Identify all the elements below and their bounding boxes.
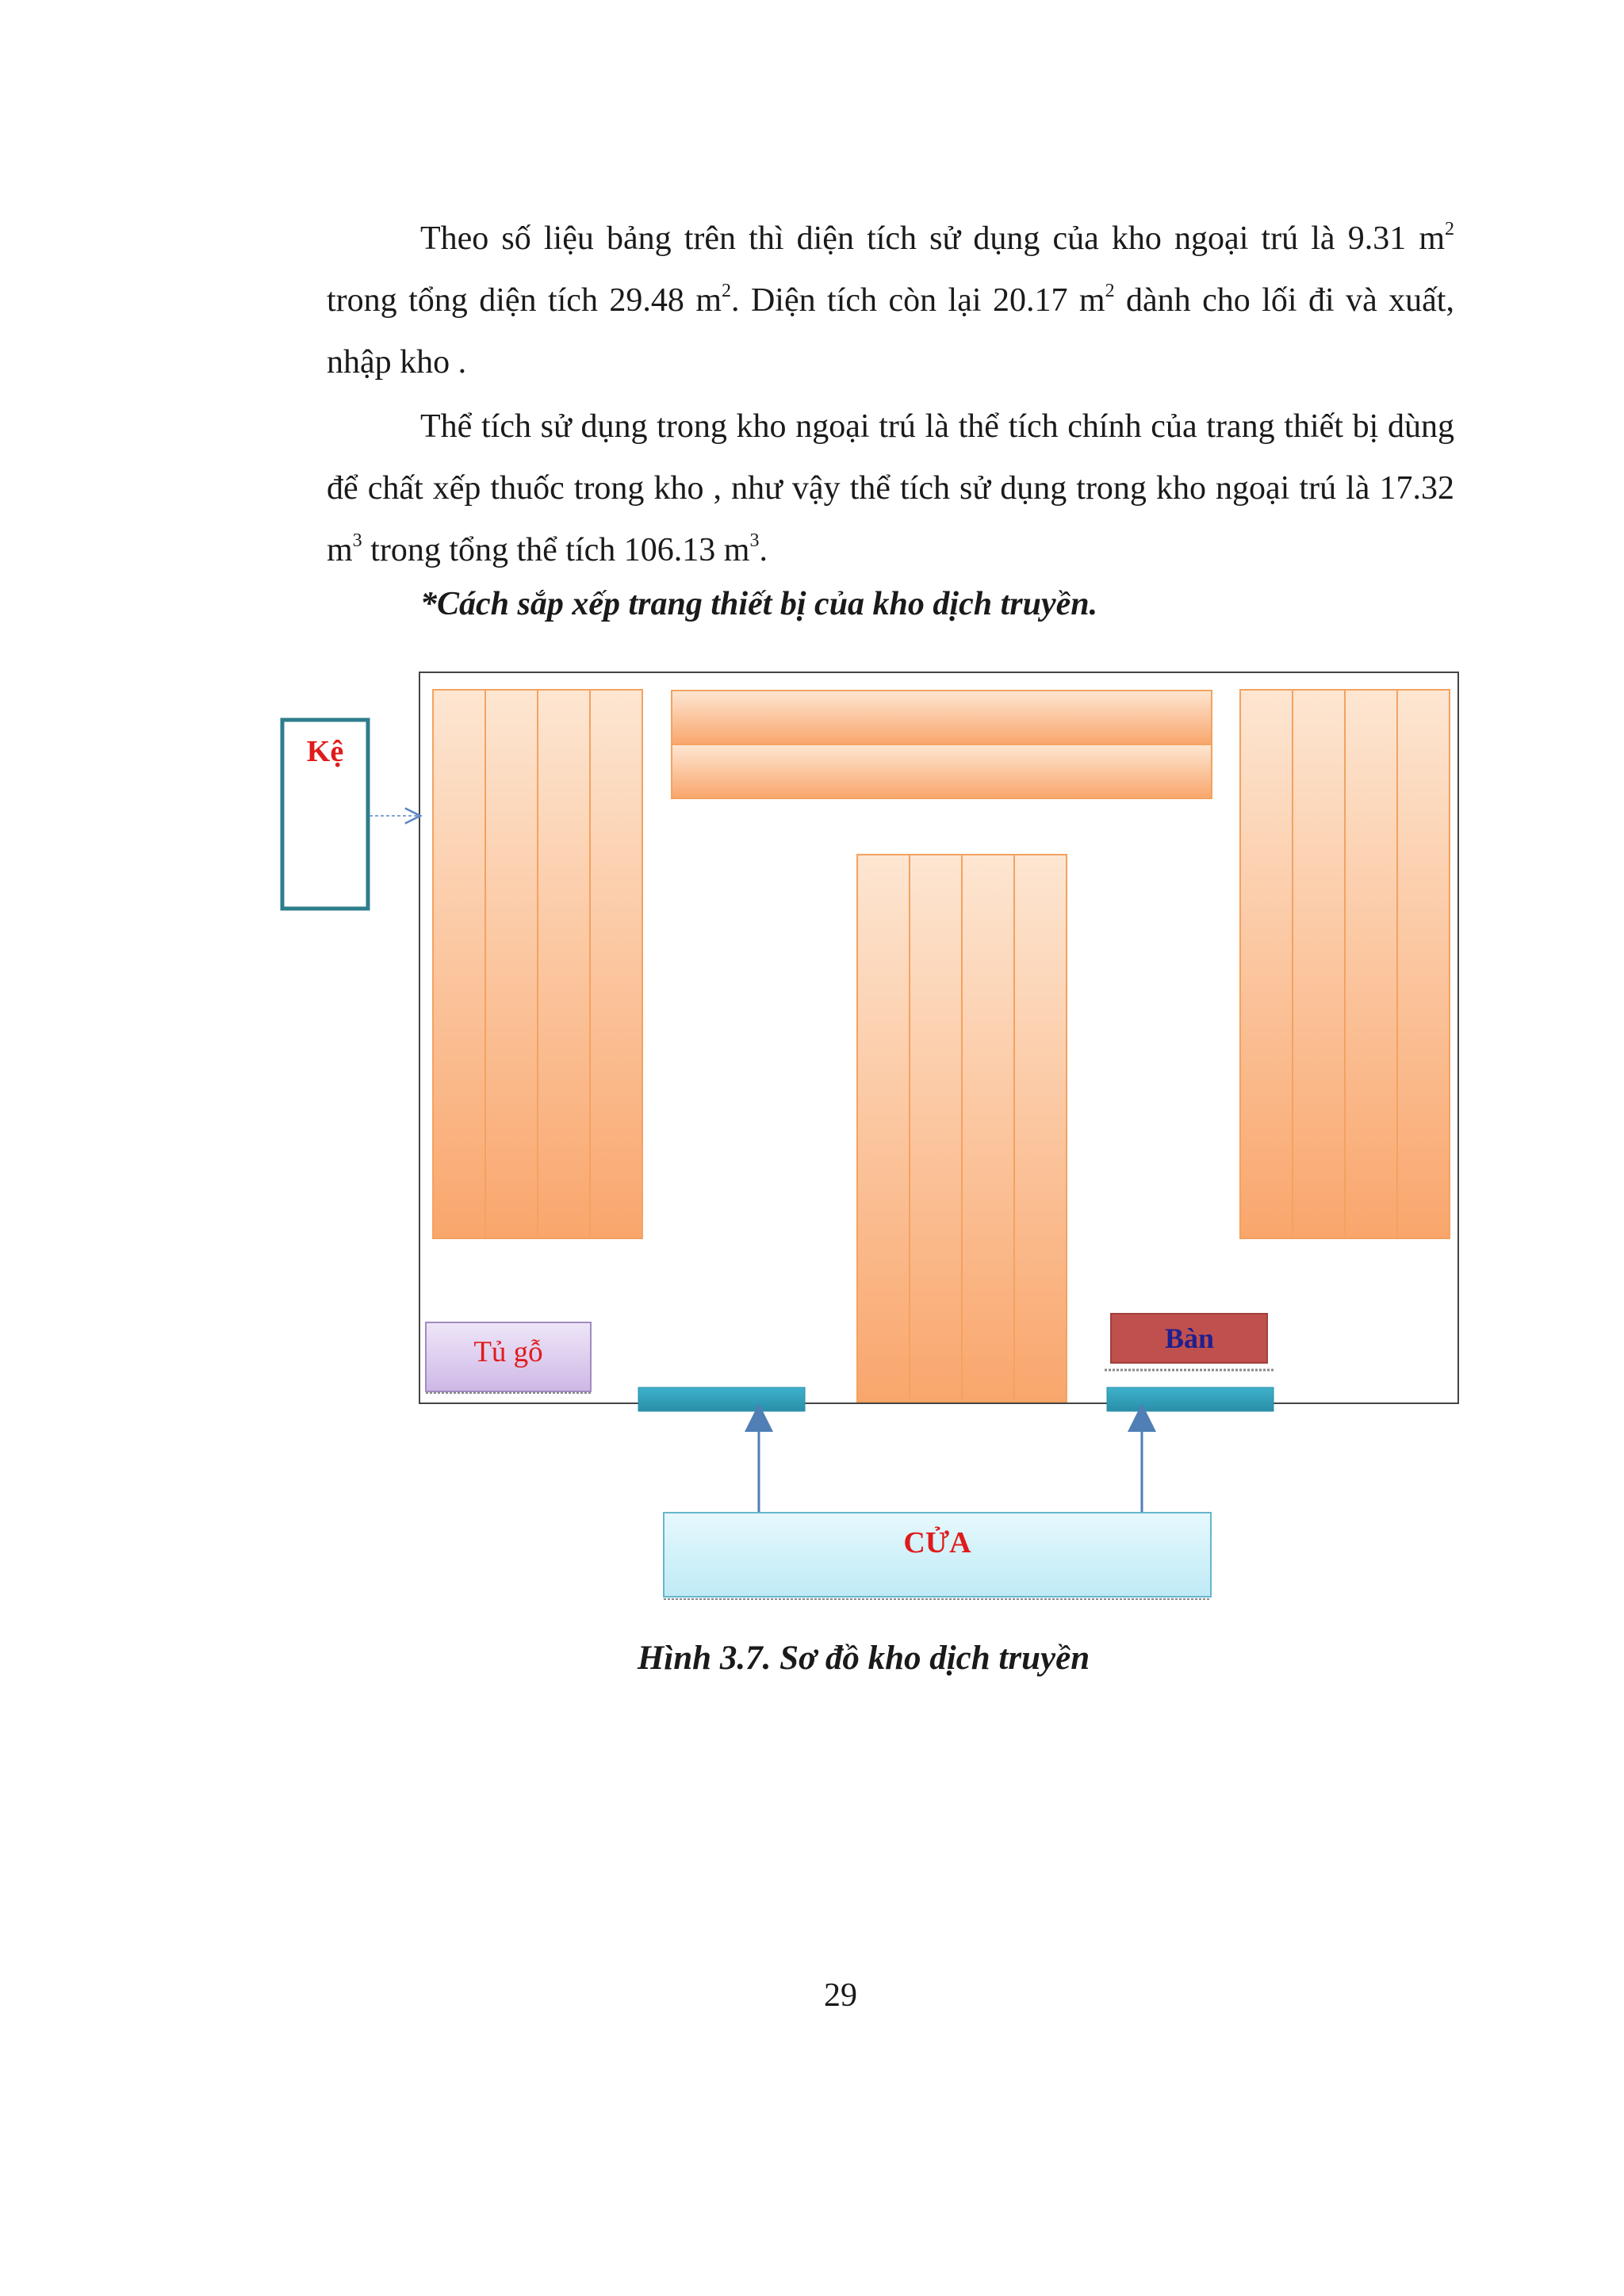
shelf — [857, 855, 910, 1402]
superscript: 2 — [1105, 281, 1115, 301]
shelf — [1293, 690, 1345, 1238]
section-heading: *Cách sắp xếp trang thiết bị của kho dịch truyền. — [420, 586, 1098, 622]
paragraph-usage-area: Theo số liệu bảng trên thì diện tích sử dụng của kho ngoại trú là 9.31 $m^2$ trong tổng diện tích 29.48 $m^2$. Diện tích còn lại 20.17 $m^2$ dành cho lối đi và xuất, nhập kho . — [327, 219, 1454, 381]
shelf — [962, 855, 1014, 1402]
figure-caption: Hình 3.7. Sơ đồ kho dịch truyền — [637, 1640, 1090, 1677]
superscript: 2 — [1445, 219, 1454, 239]
shelf — [1014, 855, 1067, 1402]
shelf — [672, 691, 1212, 744]
shelf — [485, 690, 538, 1238]
door-opening-left — [638, 1387, 805, 1411]
shelf — [538, 690, 590, 1238]
shelf — [433, 690, 485, 1238]
door-label: CỬA — [903, 1526, 971, 1559]
shelf-group-top — [672, 691, 1212, 798]
door-opening-right — [1107, 1387, 1274, 1411]
page-number: 29 — [824, 1977, 857, 2014]
shelf — [1240, 690, 1293, 1238]
shelf — [672, 744, 1212, 798]
superscript: 3 — [352, 530, 362, 551]
shelf — [910, 855, 962, 1402]
superscript: 3 — [749, 530, 760, 551]
shelf — [590, 690, 642, 1238]
shelf — [1345, 690, 1397, 1238]
shelf-group-right — [1240, 690, 1450, 1238]
superscript: 2 — [722, 281, 731, 301]
table-label: Bàn — [1164, 1322, 1215, 1354]
shelf — [1397, 690, 1450, 1238]
shelf-group-center — [857, 855, 1067, 1402]
paragraph-usage-volume: Thể tích sử dụng trong kho ngoại trú là thể tích chính của trang thiết bị dùng để chất xếp thuốc trong kho , như vậy thể tích sử dụng trong kho ngoại trú là 17.32 $m^3$ trong tổng thể tích 106.13 $m^3$. — [327, 408, 1454, 568]
cabinet-label: Tủ gỗ — [473, 1336, 543, 1368]
shelf-legend-label: Kệ — [306, 735, 344, 768]
shelf-group-left — [433, 690, 642, 1238]
